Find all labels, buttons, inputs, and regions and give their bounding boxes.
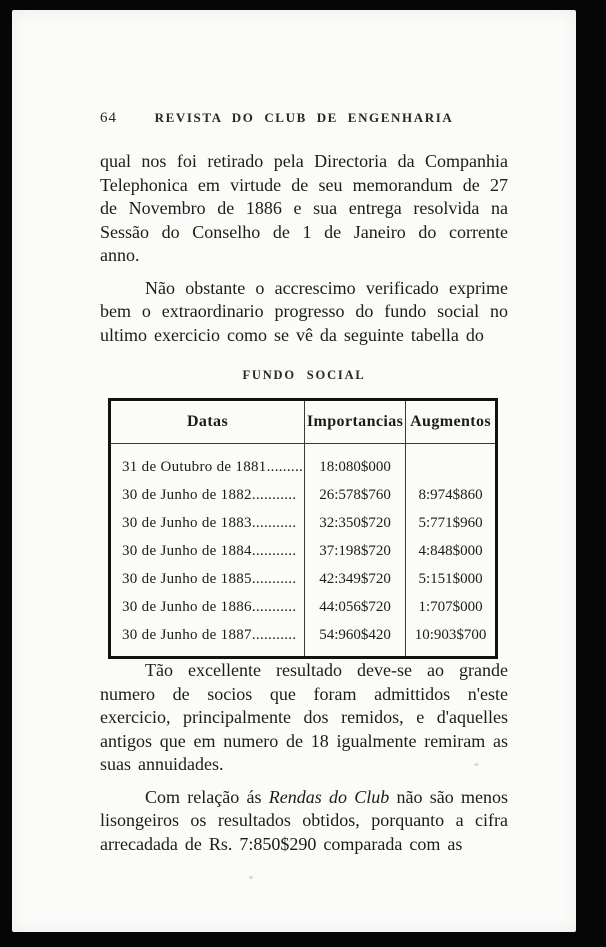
cell-importancia: 32:350$720: [305, 509, 406, 537]
cell-augmento: [406, 444, 497, 482]
cell-importancia: 37:198$720: [305, 537, 406, 565]
table-row: [110, 509, 497, 537]
cell-importancia: 44:056$720: [305, 593, 406, 621]
cell-date: 31 de Outubro de 1881.........: [122, 458, 304, 475]
table-header-row: [110, 400, 497, 444]
cell-importancia: 42:349$720: [305, 565, 406, 593]
cell-date: 30 de Junho de 1886...........: [122, 598, 297, 615]
table-row: [110, 537, 497, 565]
table-row: [110, 565, 497, 593]
cell-importancia: 26:578$760: [305, 481, 406, 509]
cell-augmento: 10:903$700: [406, 621, 497, 658]
paragraph-4-prefix: Com relação ás: [145, 786, 269, 807]
paragraph-4: [100, 786, 508, 857]
page-number: 64: [100, 110, 117, 126]
paragraph-3: Tão excellente resultado deve-se ao grande numero de socios que foram admittidos n'este exercicio, principalmente dos remidos, e d'aquelles antigos que em numero de 18 igualmente remiram as suas annuidades.: [100, 660, 508, 774]
cell-augmento: 8:974$860: [406, 481, 497, 509]
fundo-social-table: [108, 398, 498, 659]
column-header-augmentos: Augmentos: [406, 400, 497, 444]
cell-date: 30 de Junho de 1883...........: [122, 514, 297, 531]
table-row: [110, 621, 497, 658]
table-heading: FUNDO SOCIAL: [242, 368, 366, 382]
table-row: [110, 593, 497, 621]
cell-augmento: 1:707$000: [406, 593, 497, 621]
column-header-datas: Datas: [110, 400, 305, 444]
page-content: [12, 10, 576, 932]
cell-date: 30 de Junho de 1884...........: [122, 542, 297, 559]
work-title-italic: Rendas do Club: [268, 786, 390, 807]
paragraph-4-suffix: não são menos lisongeiros os resultados obtidos, porquanto a cifra arrecadada de Rs. 7:850$290 comparada com as: [100, 786, 509, 854]
cell-augmento: 5:771$960: [406, 509, 497, 537]
column-header-importancias: Importancias: [305, 400, 406, 444]
cell-date: 30 de Junho de 1885...........: [122, 570, 297, 587]
paragraph-2: Não obstante o accrescimo verificado exprime bem o extraordinario progresso do fundo social no ultimo exercicio como se vê da seguinte tabella do: [100, 277, 508, 345]
cell-augmento: 4:848$000: [406, 537, 497, 565]
cell-augmento: 5:151$000: [406, 565, 497, 593]
running-header: [100, 110, 508, 127]
cell-date: 30 de Junho de 1887...........: [122, 626, 297, 643]
cell-importancia: 18:080$000: [305, 444, 406, 482]
table-row: [110, 481, 497, 509]
cell-importancia: 54:960$420: [305, 621, 406, 658]
scanned-page: [12, 10, 576, 932]
paragraph-1: qual nos foi retirado pela Directoria da Companhia Telephonica em virtude de seu memorandum de 27 de Novembro de 1886 e sua entrega resolvida na Sessão do Conselho de 1 de Janeiro do corrente anno.: [100, 151, 508, 265]
table-row: [110, 444, 497, 482]
journal-title: REVISTA DO CLUB DE ENGENHARIA: [154, 110, 454, 125]
cell-date: 30 de Junho de 1882...........: [122, 486, 297, 503]
